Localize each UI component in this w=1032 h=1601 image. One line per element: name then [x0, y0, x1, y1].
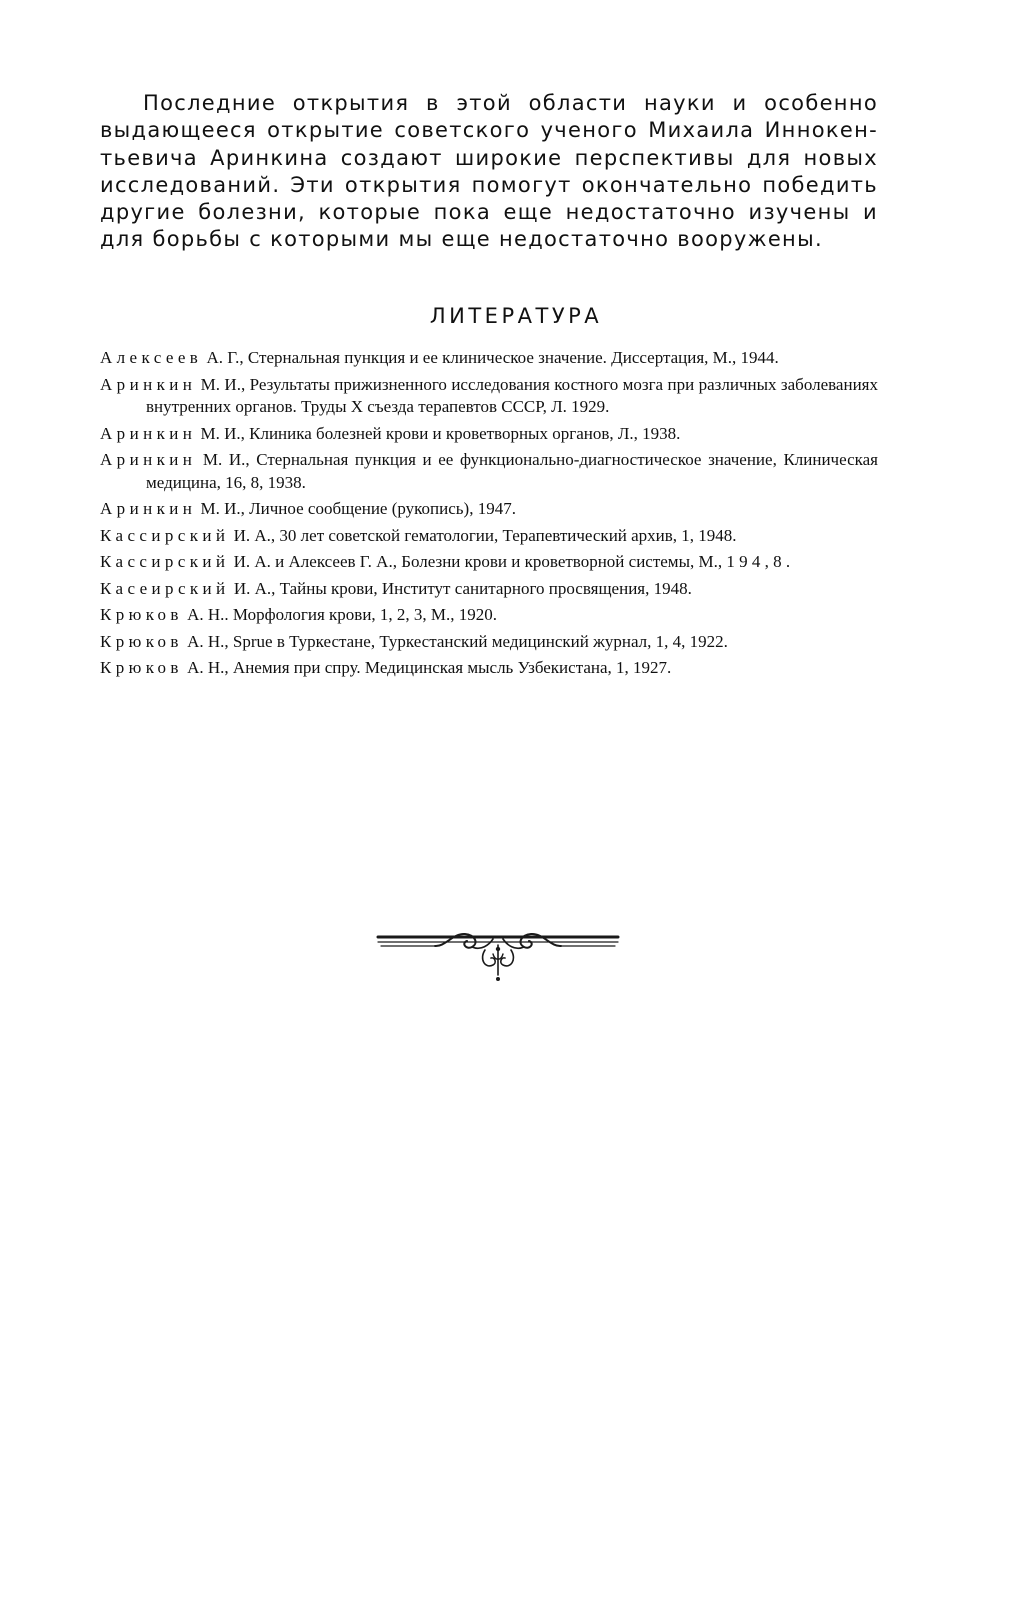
reference-item — [100, 498, 878, 521]
reference-text: А. Н., Анемия при спру. Медицинская мысль Узбекистана, 1, 1927. — [182, 658, 672, 677]
body-paragraph — [100, 90, 878, 254]
reference-item — [100, 551, 878, 574]
reference-author: Касеирский — [100, 578, 230, 598]
reference-author: Аринкин — [100, 450, 197, 469]
reference-author: Крюков — [100, 605, 183, 624]
reference-item — [100, 578, 878, 601]
reference-text: И. А., Тайны крови, Институт санитарного просвящения, 1948. — [229, 578, 692, 598]
reference-author: Аринкин — [100, 499, 197, 518]
decorative-flourish-icon — [375, 925, 621, 983]
literature-heading: ЛИТЕРАТУРА — [429, 304, 603, 328]
reference-item — [100, 657, 878, 680]
reference-author: Аринкин — [100, 374, 197, 394]
paragraph-line: исследований. Эти открытия помогут окончательно победить — [100, 172, 878, 197]
reference-text: А. Н., Sprue в Туркестане, Туркестанский медицинский журнал, 1, 4, 1922. — [182, 631, 728, 651]
reference-item — [100, 374, 878, 419]
reference-author: Крюков — [100, 631, 183, 651]
reference-text: М. И., Личное сообщение (рукопись), 1947. — [196, 499, 516, 518]
reference-text: М. И., Результаты прижизненного исследования костного мозга при различных заболеваниях внутренних органов. Труды X съезда терапевтов СССР, Л. 1929. — [146, 374, 878, 416]
reference-text: И. А., 30 лет советской гематологии, Терапевтический архив, 1, 1948. — [229, 525, 737, 545]
paragraph-line: Последние открытия в этой области науки и особенно — [143, 91, 878, 115]
reference-author: Аринкин — [100, 423, 197, 443]
reference-item — [100, 525, 878, 548]
reference-author: Кассирский — [100, 525, 230, 545]
reference-text: А. Н.. Морфология крови, 1, 2, 3, М., 1920. — [182, 605, 498, 624]
reference-author: Кассирский — [100, 552, 230, 571]
paragraph-line: тьевича Аринкина создают широкие перспективы для новых — [100, 145, 878, 170]
reference-text: М. И., Клиника болезней крови и кроветворных органов, Л., 1938. — [196, 423, 681, 443]
reference-item — [100, 631, 878, 654]
reference-text: А. Г., Стернальная пункция и ее клиническое значение. Диссертация, М., 1944. — [202, 348, 779, 367]
paragraph-line: для борьбы с которыми мы еще недостаточно вооружены. — [100, 227, 823, 252]
reference-author: Крюков — [100, 658, 183, 677]
reference-item — [100, 604, 878, 627]
reference-text: И. А. и Алексеев Г. А., Болезни крови и кроветворной системы, М., 1 9 4 , 8 . — [229, 552, 791, 571]
reference-list — [100, 347, 878, 684]
reference-item — [100, 423, 878, 446]
reference-item — [100, 347, 878, 370]
paragraph-line: другие болезни, которые пока еще недостаточно изучены и — [100, 200, 878, 225]
paragraph-line: выдающееся открытие советского ученого Михаила Иннокен- — [100, 118, 878, 143]
reference-author: Алексеев — [100, 348, 203, 367]
reference-text: М. И., Стернальная пункция и ее функционально-диагностическое значение, Клиническая медицина, 16, 8, 1938. — [146, 450, 878, 492]
reference-item — [100, 449, 878, 494]
